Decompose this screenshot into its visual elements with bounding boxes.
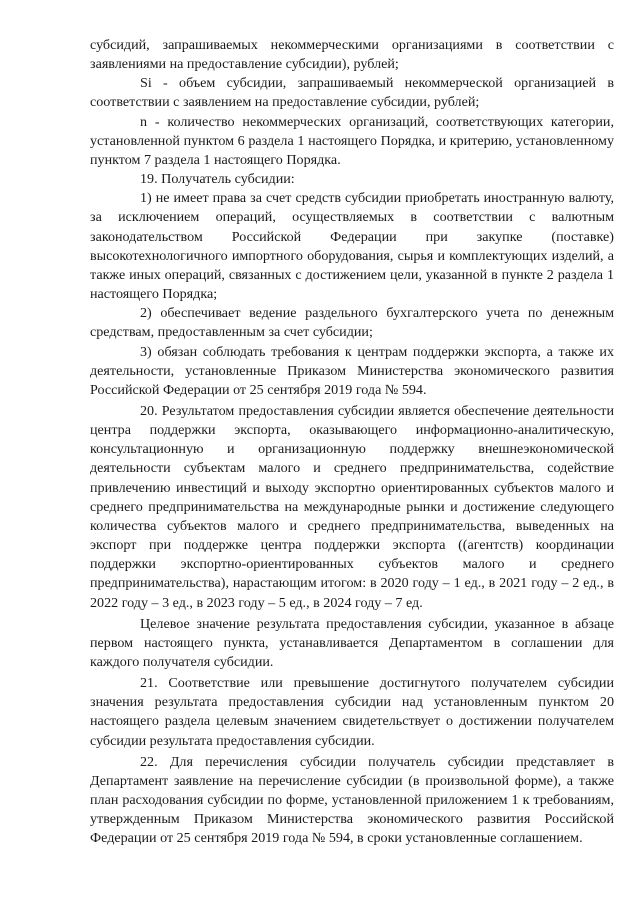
section-22-paragraph: 22. Для перечисления субсидии получатель субсидии представляет в Департамент заявление на перечисление субсидии (в произвольной форме), а также план расходования субсидии по форме, установленной приложением 1 к требованиям, утвержденным Приказом Министерства экономического развития Российской Федерации от 25 сентября 2019 года № 594, в сроки установленные соглашением. [90,753,614,847]
section-19-heading: 19. Получатель субсидии: [140,171,295,188]
paragraph-n-definition: n - количество некоммерческих организаций, соответствующих категории, установленной пунктом 6 раздела 1 настоящего Порядка, и критерию, установленному пунктом 7 раздела 1 настоящего Порядка. [90,113,614,168]
paragraph-continuation: субсидий, запрашиваемых некоммерческими организациями в соответствии с заявлениями на предоставление субсидии), рублей; [90,37,614,73]
section-19-item-2: 2) обеспечивает ведение раздельного бухгалтерского учета по денежным средствам, предоставленным за счет субсидии; [90,305,614,341]
section-20-target-value: Целевое значение результата предоставления субсидии, указанное в абзаце первом настоящего пункта, устанавливается Департаментом в соглашении для каждого получателя субсидии. [90,615,614,670]
paragraph-si-definition: Si - объем субсидии, запрашиваемый некоммерческой организацией в соответствии с заявлением на предоставление субсидии, рублей; [90,75,614,111]
section-19-item-1: 1) не имеет права за счет средств субсидии приобретать иностранную валюту, за исключением операций, осуществляемых в соответствии с валютным законодательством Российской Федерации при закупке (поставке) высокотехнологичного импортного оборудования, сырья и комплектующих изделий, а также иных операций, связанных с достижением цели, указанной в пункте 2 раздела 1 настоящего Порядка; [90,190,614,303]
section-21-paragraph: 21. Соответствие или превышение достигнутого получателем субсидии значения результата предоставления субсидии над установленным пунктом 20 настоящего раздела целевым значением свидетельствует о достижении получателем субсидии результата предоставления субсидии. [90,675,614,749]
section-19-item-3: 3) обязан соблюдать требования к центрам поддержки экспорта, а также их деятельности, установленные Приказом Министерства экономического развития Российской Федерации от 25 сентября 2019 года № 594. [90,343,614,398]
section-20-paragraph: 20. Результатом предоставления субсидии является обеспечение деятельности центра поддержки экспорта, оказывающего информационно-аналитическую, консультационную и организационную поддержку внешнеэкономической деятельности субъектам малого и среднего предпринимательства, содействие привлечению инвестиций и выходу экспортно ориентированных субъектов малого и среднего предпринимательства на международные рынки и достижение следующего количества субъектов малого и среднего предпринимательства, выведенных на экспорт при поддержке центра поддержки экспорта ((агентств) координации поддержки экспортно-ориентированных субъектов малого и среднего предпринимательства), нарастающим итогом: в 2020 году – 1 ед., в 2021 году – 2 ед., в 2022 году – 3 ед., в 2023 году – 5 ед., в 2024 году – 7 ед. [90,402,614,611]
